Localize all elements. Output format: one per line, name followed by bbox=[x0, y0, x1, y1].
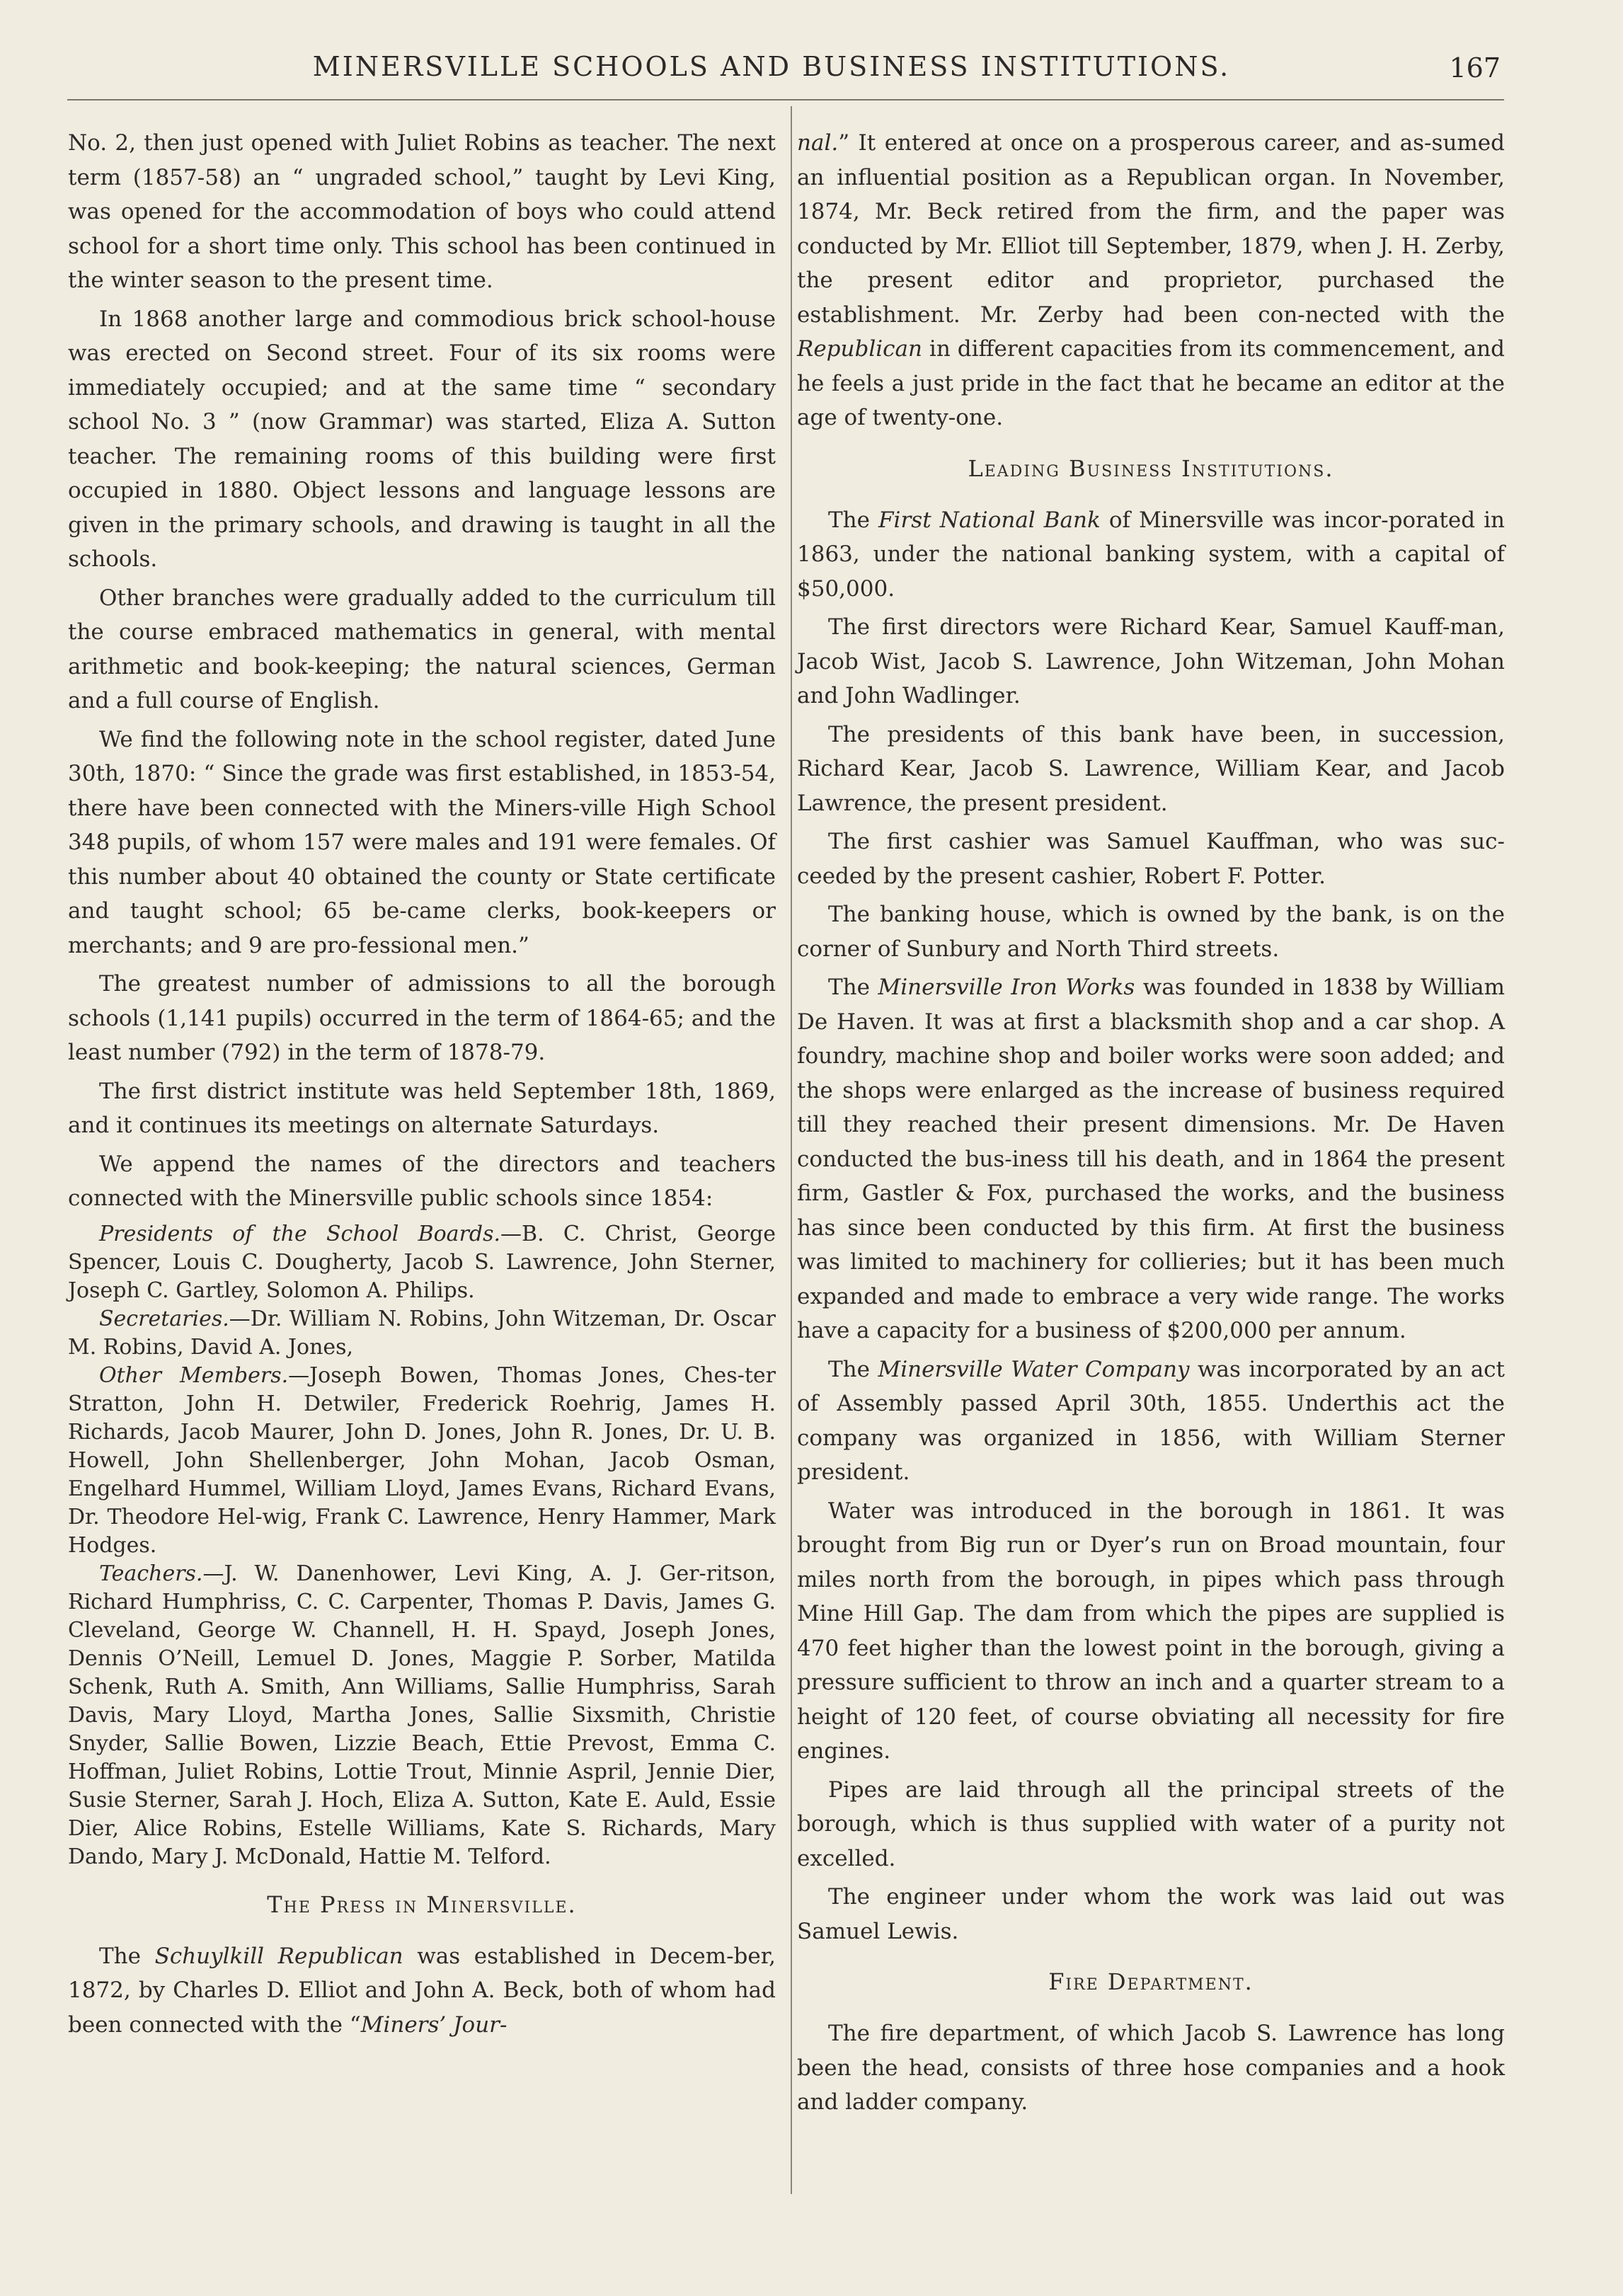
text-span: was established in Decem-ber, 1872, by Charles D. Elliot and John A. Beck, both of whom had been connected with the “ bbox=[68, 1943, 776, 2038]
paragraph bbox=[797, 503, 1505, 607]
paragraph bbox=[68, 1939, 776, 2043]
page-header bbox=[42, 48, 1501, 88]
list-label: Presidents of the School Boards. bbox=[99, 1221, 501, 1246]
right-column bbox=[797, 126, 1505, 2124]
list-text: —J. W. Danenhower, Levi King, A. J. Ger-ritson, Richard Humphriss, C. C. Carpenter, Thomas P. Davis, James G. Cleveland, George W. Channell, H. H. Spayd, Joseph Jones, Dennis O’Neill, Lemuel D. Jones, Maggie P. Sorber, Matilda Schenk, Ruth A. Smith, Ann Williams, Sallie Humphriss, Sarah Davis, Mary Lloyd, Martha Jones, Sallie Sixsmith, Christie Snyder, Sallie Bowen, Lizzie Beach, Ettie Prevost, Emma C. Hoffman, Juliet Robins, Lottie Trout, Minnie Aspril, Jennie Dier, Susie Sterner, Sarah J. Hoch, Eliza A. Sutton, Kate E. Auld, Essie Dier, Alice Robins, Estelle Williams, Kate S. Richards, Mary Dando, Mary J. McDonald, Hattie M. Telford. bbox=[68, 1561, 776, 1869]
list-label: Other Members. bbox=[99, 1362, 289, 1388]
text-span: The bbox=[828, 507, 879, 533]
section-heading-fire: Fire Department. bbox=[1048, 1968, 1254, 1995]
secretaries-list bbox=[68, 1305, 776, 1362]
paragraph: The first district institute was held September 18th, 1869, and it continues its meetings on alternate Saturdays. bbox=[68, 1078, 776, 1138]
page-number: 167 bbox=[1449, 52, 1501, 84]
list-label: Teachers. bbox=[99, 1561, 203, 1586]
list-text: —B. C. Christ, George Spencer, Louis C. Dougherty, Jacob S. Lawrence, John Sterner, Joseph C. Gartley, Solomon A. Philips. bbox=[68, 1221, 776, 1303]
paragraph: The banking house, which is owned by the bank, is on the corner of Sunbury and North Third streets. bbox=[797, 902, 1505, 962]
text-span: The bbox=[828, 975, 878, 1000]
paragraph: Water was introduced in the borough in 1861. It was brought from Big run or Dyer’s run on Broad mountain, four miles north from the borough, in pipes which pass through Mine Hill Gap. The dam from which the pipes are supplied is 470 feet higher than the lowest point in the borough, giving a pressure sufficient to throw an inch and a quarter stream to a height of 120 feet, of course obviating all necessity for fire engines. bbox=[797, 1498, 1505, 1764]
newspaper-title: nal. bbox=[797, 130, 839, 156]
paragraph: Other branches were gradually added to the curriculum till the course embraced mathematics in general, with mental arithmetic and book-keeping; the natural sciences, German and a full course of English. bbox=[68, 585, 776, 713]
section-heading-press: The Press in Minersville. bbox=[267, 1890, 577, 1918]
paragraph: We find the following note in the school register, dated June 30th, 1870: “ Since the grade was first established, in 1853-54, there have been connected with the Miners-ville High School 348 pupils, of whom 157 were males and 191 were females. Of this number about 40 obtained the county or State certificate and taught school; 65 be-came clerks, book-keepers or merchants; and 9 are pro-fessional men.” bbox=[68, 726, 776, 958]
text-span: was founded in 1838 by William De Haven. It was at first a blacksmith shop and a car shop. A foundry, machine shop and boiler works were soon added; and the shops were enlarged as the increase of business required till they reached their present dimensions. Mr. De Haven conducted the bus-iness till his death, and in 1864 the present firm, Gastler & Fox, purchased the works, and the business has since been conducted by this firm. At first the business was limited to machinery for collieries; but it has been much expanded and made to embrace a very wide range. The works have a capacity for a business of $200,000 per annum. bbox=[797, 975, 1505, 1343]
newspaper-title: Schuylkill Republican bbox=[154, 1943, 403, 1969]
institution-name: Minersville Water Company bbox=[878, 1356, 1190, 1382]
members-list bbox=[68, 1362, 776, 1560]
header-rule bbox=[67, 99, 1504, 101]
paragraph bbox=[797, 126, 1505, 435]
column-divider bbox=[791, 106, 792, 2194]
list-text: —Dr. William N. Robins, John Witzeman, Dr. Oscar M. Robins, David A. Jones, bbox=[68, 1306, 776, 1360]
paragraph: The fire department, of which Jacob S. Lawrence has long been the head, consists of three hose companies and a hook and ladder company. bbox=[797, 2021, 1505, 2115]
text-span: in different capacities from its commencement, and he feels a just pride in the fact that he became an editor at the age of twenty-one. bbox=[797, 336, 1505, 430]
text-span: The bbox=[828, 1356, 878, 1382]
paragraph: We append the names of the directors and teachers connected with the Minersville public schools since 1854: bbox=[68, 1151, 776, 1211]
section-heading-business: Leading Business Institutions. bbox=[968, 454, 1334, 482]
text-span: was incorporated by an act of Assembly passed April 30th, 1855. Underthis act the company was organized in 1856, with William Sterner president. bbox=[797, 1356, 1505, 1485]
paragraph bbox=[797, 970, 1505, 1348]
newspaper-title: Republican bbox=[797, 336, 922, 362]
institution-name: First National Bank bbox=[878, 507, 1101, 533]
institution-name: Minersville Iron Works bbox=[878, 975, 1135, 1000]
paragraph: The engineer under whom the work was laid out was Samuel Lewis. bbox=[797, 1884, 1505, 1944]
paragraph: The first cashier was Samuel Kauffman, who was suc-ceeded by the present cashier, Robert F. Potter. bbox=[797, 829, 1505, 889]
paragraph: In 1868 another large and commodious brick school-house was erected on Second street. Four of its six rooms were immediately occupied; and at the same time “ secondary school No. 3 ” (now Grammar) was started, Eliza A. Sutton teacher. The remaining rooms of this building were first occupied in 1880. Object lessons and language lessons are given in the primary schools, and drawing is taught in all the schools. bbox=[68, 306, 776, 572]
running-head: MINERSVILLE SCHOOLS AND BUSINESS INSTITUTIONS. bbox=[312, 51, 1231, 82]
list-text: —Joseph Bowen, Thomas Jones, Ches-ter Stratton, John H. Detwiler, Frederick Roehrig, James H. Richards, Jacob Maurer, John D. Jones, John R. Jones, Dr. U. B. Howell, John Shellenberger, John Mohan, Jacob Osman, Engelhard Hummel, William Lloyd, James Evans, Richard Evans, Dr. Theodore Hel-wig, Frank C. Lawrence, Henry Hammer, Mark Hodges. bbox=[68, 1362, 776, 1558]
presidents-list bbox=[68, 1220, 776, 1305]
newspaper-title: Miners’ Jour- bbox=[360, 2011, 507, 2038]
left-column bbox=[68, 126, 776, 2046]
text-span: The bbox=[99, 1943, 155, 1969]
paragraph bbox=[797, 1353, 1505, 1490]
paragraph: No. 2, then just opened with Juliet Robins as teacher. The next term (1857-58) an “ ungraded school,” taught by Levi King, was opened for the accommodation of boys who could attend school for a short time only. This school has been continued in the winter season to the present time. bbox=[68, 130, 776, 293]
paragraph: Pipes are laid through all the principal streets of the borough, which is thus supplied with water of a purity not excelled. bbox=[797, 1776, 1505, 1871]
paragraph: The first directors were Richard Kear, Samuel Kauff-man, Jacob Wist, Jacob S. Lawrence, John Witzeman, John Mohan and John Wadlinger. bbox=[797, 614, 1505, 708]
text-span: of Minersville was incor-porated in 1863, under the national banking system, with a capital of $50,000. bbox=[797, 507, 1505, 602]
text-span: ” It entered at once on a prosperous career, and as-sumed an influential position as a Republican organ. In November, 1874, Mr. Beck retired from the firm, and the paper was conducted by Mr. Elliot till September, 1879, when J. H. Zerby, the present editor and proprietor, purchased the establishment. Mr. Zerby had been con-nected with the bbox=[797, 130, 1505, 328]
paragraph: The presidents of this bank have been, in succession, Richard Kear, Jacob S. Lawrence, William Kear, and Jacob Lawrence, the present president. bbox=[797, 721, 1505, 816]
teachers-list bbox=[68, 1560, 776, 1871]
paragraph: The greatest number of admissions to all the borough schools (1,141 pupils) occurred in the term of 1864-65; and the least number (792) in the term of 1878-79. bbox=[68, 971, 776, 1065]
list-label: Secretaries. bbox=[99, 1306, 229, 1331]
